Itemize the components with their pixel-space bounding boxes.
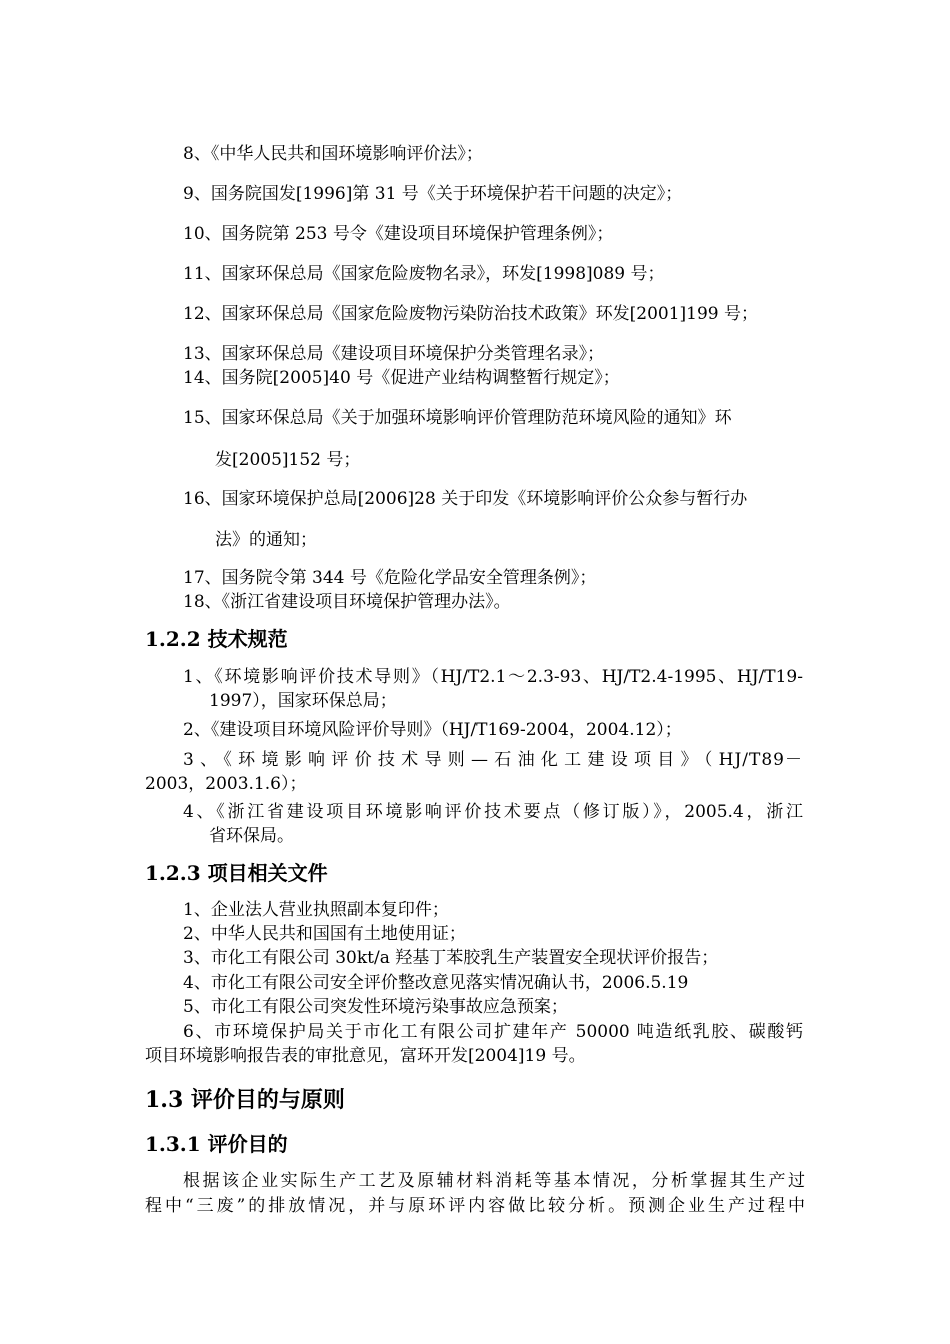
- law-item-15-continued: 发[2005]152 号；: [215, 450, 361, 470]
- law-item-16: 16、国家环境保护总局[2006]28 关于印发《环境影响评价公众参与暂行办: [183, 489, 748, 509]
- doc-item-6-continued: 项目环境影响报告表的审批意见，富环开发[2004]19 号。: [145, 1046, 586, 1066]
- law-item-9: 9、国务院国发[1996]第 31 号《关于环境保护若干问题的决定》；: [183, 184, 683, 204]
- doc-item-5: 5、市化工有限公司突发性环境污染事故应急预案；: [183, 997, 568, 1017]
- doc-item-3: 3、市化工有限公司 30kt/a 羟基丁苯胶乳生产装置安全现状评价报告；: [183, 948, 719, 968]
- law-item-8: 8、《中华人民共和国环境影响评价法》；: [183, 144, 483, 164]
- tech-item-3: 3、《环境影响评价技术导则—石油化工建设项目》（HJ/T89－: [183, 750, 803, 770]
- purpose-paragraph-line-1: 根据该企业实际生产工艺及原辅材料消耗等基本情况，分析掌握其生产过: [183, 1171, 805, 1191]
- doc-item-4: 4、市化工有限公司安全评价整改意见落实情况确认书，2006.5.19: [183, 973, 689, 993]
- doc-item-2: 2、中华人民共和国国有土地使用证；: [183, 924, 466, 944]
- law-item-14: 14、国务院[2005]40 号《促进产业结构调整暂行规定》；: [183, 368, 620, 388]
- law-item-13: 13、国家环保总局《建设项目环境保护分类管理名录》；: [183, 344, 605, 364]
- section-heading-1-3-1: 1.3.1 评价目的: [145, 1132, 288, 1156]
- law-item-10: 10、国务院第 253 号令《建设项目环境保护管理条例》；: [183, 224, 614, 244]
- law-item-17: 17、国务院令第 344 号《危险化学品安全管理条例》；: [183, 568, 597, 588]
- purpose-paragraph-line-2: 程中“三废”的排放情况，并与原环评内容做比较分析。预测企业生产过程中: [145, 1196, 805, 1216]
- section-heading-1-2-2: 1.2.2 技术规范: [145, 627, 288, 651]
- doc-item-6: 6、市环境保护局关于市化工有限公司扩建年产 50000 吨造纸乳胶、碳酸钙: [183, 1022, 803, 1042]
- tech-item-4: 4、《浙江省建设项目环境影响评价技术要点（修订版）》，2005.4，浙江: [183, 802, 803, 822]
- law-item-12: 12、国家环保总局《国家危险废物污染防治技术政策》环发[2001]199 号；: [183, 304, 759, 324]
- law-item-15: 15、国家环保总局《关于加强环境影响评价管理防范环境风险的通知》环: [183, 408, 732, 428]
- section-heading-1-2-3: 1.2.3 项目相关文件: [145, 861, 328, 885]
- tech-item-3-continued: 2003，2003.1.6）；: [145, 774, 307, 794]
- tech-item-1: 1、《环境影响评价技术导则》（HJ/T2.1～2.3-93、HJ/T2.4-1995、HJ/T19-: [183, 667, 803, 687]
- tech-item-4-continued: 省环保局。: [209, 826, 294, 846]
- law-item-18: 18、《浙江省建设项目环境保护管理办法》。: [183, 592, 511, 612]
- law-item-16-continued: 法》的通知；: [215, 530, 317, 550]
- doc-item-1: 1、企业法人营业执照副本复印件；: [183, 900, 449, 920]
- tech-item-1-continued: 1997），国家环保总局；: [209, 691, 397, 711]
- section-heading-1-3: 1.3 评价目的与原则: [145, 1087, 345, 1113]
- tech-item-2: 2、《建设项目环境风险评价导则》（HJ/T169-2004，2004.12）；: [183, 720, 682, 740]
- law-item-11: 11、国家环保总局《国家危险废物名录》，环发[1998]089 号；: [183, 264, 665, 284]
